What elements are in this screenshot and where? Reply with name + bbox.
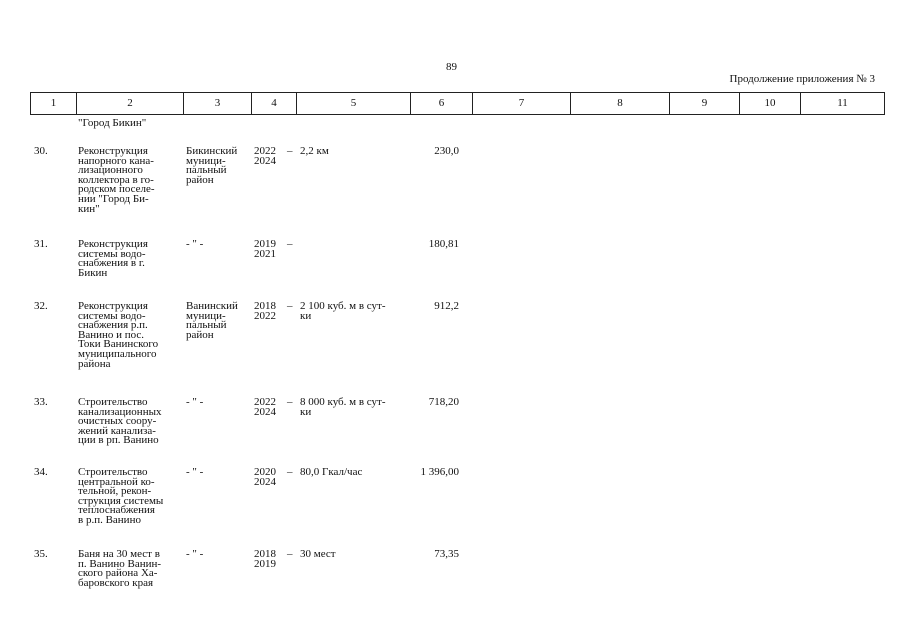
years-dash: – — [287, 145, 293, 157]
years-period: 2019 2021 — [254, 238, 276, 260]
row-number: 34. — [34, 466, 48, 478]
column-header-1: 1 — [30, 93, 76, 114]
column-header-7: 7 — [472, 93, 570, 114]
capacity-value: 8 000 куб. м в сут- ки — [300, 396, 386, 418]
row-number: 33. — [34, 396, 48, 408]
capacity-value: 2,2 км — [300, 145, 329, 157]
row-number: 35. — [34, 548, 48, 560]
district-name: - " - — [186, 238, 204, 250]
cost-value: 73,35 — [434, 548, 459, 560]
district-name: - " - — [186, 548, 204, 560]
page-number: 89 — [446, 61, 457, 73]
row-number: 30. — [34, 145, 48, 157]
column-header-6: 6 — [410, 93, 472, 114]
years-dash: – — [287, 548, 293, 560]
project-name: Реконструкция напорного кана- лизационного коллектора в го- родском поселе- нии "Город Би- кин" — [78, 145, 155, 215]
district-name: - " - — [186, 466, 204, 478]
cost-value: 1 396,00 — [420, 466, 459, 478]
column-header-5: 5 — [296, 93, 410, 114]
cost-value: 230,0 — [434, 145, 459, 157]
capacity-value: 2 100 куб. м в сут- ки — [300, 300, 386, 322]
continuation-title: Продолжение приложения № 3 — [729, 73, 875, 85]
years-period: 2022 2024 — [254, 145, 276, 167]
project-name: Реконструкция системы водо- снабжения в г. Бикин — [78, 238, 148, 279]
project-name: Строительство центральной ко- тельной, рекон- струкция системы теплоснабжения в р.п. Ванино — [78, 466, 164, 526]
project-name: Баня на 30 мест в п. Ванино Ванин- ского района Ха- баровского края — [78, 548, 162, 589]
years-dash: – — [287, 300, 293, 312]
years-dash: – — [287, 396, 293, 408]
district-name: Ванинский муници- пальный район — [186, 300, 238, 341]
cost-value: 718,20 — [428, 396, 459, 408]
column-header-2: 2 — [76, 93, 183, 114]
years-period: 2022 2024 — [254, 396, 276, 418]
column-header-3: 3 — [183, 93, 251, 114]
cost-value: 180,81 — [428, 238, 459, 250]
column-header-11: 11 — [800, 93, 885, 114]
years-dash: – — [287, 238, 293, 250]
row-number: 32. — [34, 300, 48, 312]
column-header-4: 4 — [251, 93, 296, 114]
district-name: - " - — [186, 396, 204, 408]
cost-value: 912,2 — [434, 300, 459, 312]
column-header-8: 8 — [570, 93, 669, 114]
carryover-text: "Город Бикин" — [78, 117, 147, 129]
capacity-value: 30 мест — [300, 548, 336, 560]
table-header-row — [30, 92, 885, 115]
years-period: 2018 2022 — [254, 300, 276, 322]
capacity-value: 80,0 Гкал/час — [300, 466, 363, 478]
years-period: 2020 2024 — [254, 466, 276, 488]
row-number: 31. — [34, 238, 48, 250]
district-name: Бикинский муници- пальный район — [186, 145, 238, 186]
project-name: Реконструкция системы водо- снабжения р.п. Ванино и пос. Токи Ванинского муниципального района — [78, 300, 159, 370]
column-header-9: 9 — [669, 93, 739, 114]
years-dash: – — [287, 466, 293, 478]
project-name: Строительство канализационных очистных соору- жений канализа- ции в рп. Ванино — [78, 396, 162, 447]
column-header-10: 10 — [739, 93, 800, 114]
years-period: 2018 2019 — [254, 548, 276, 570]
